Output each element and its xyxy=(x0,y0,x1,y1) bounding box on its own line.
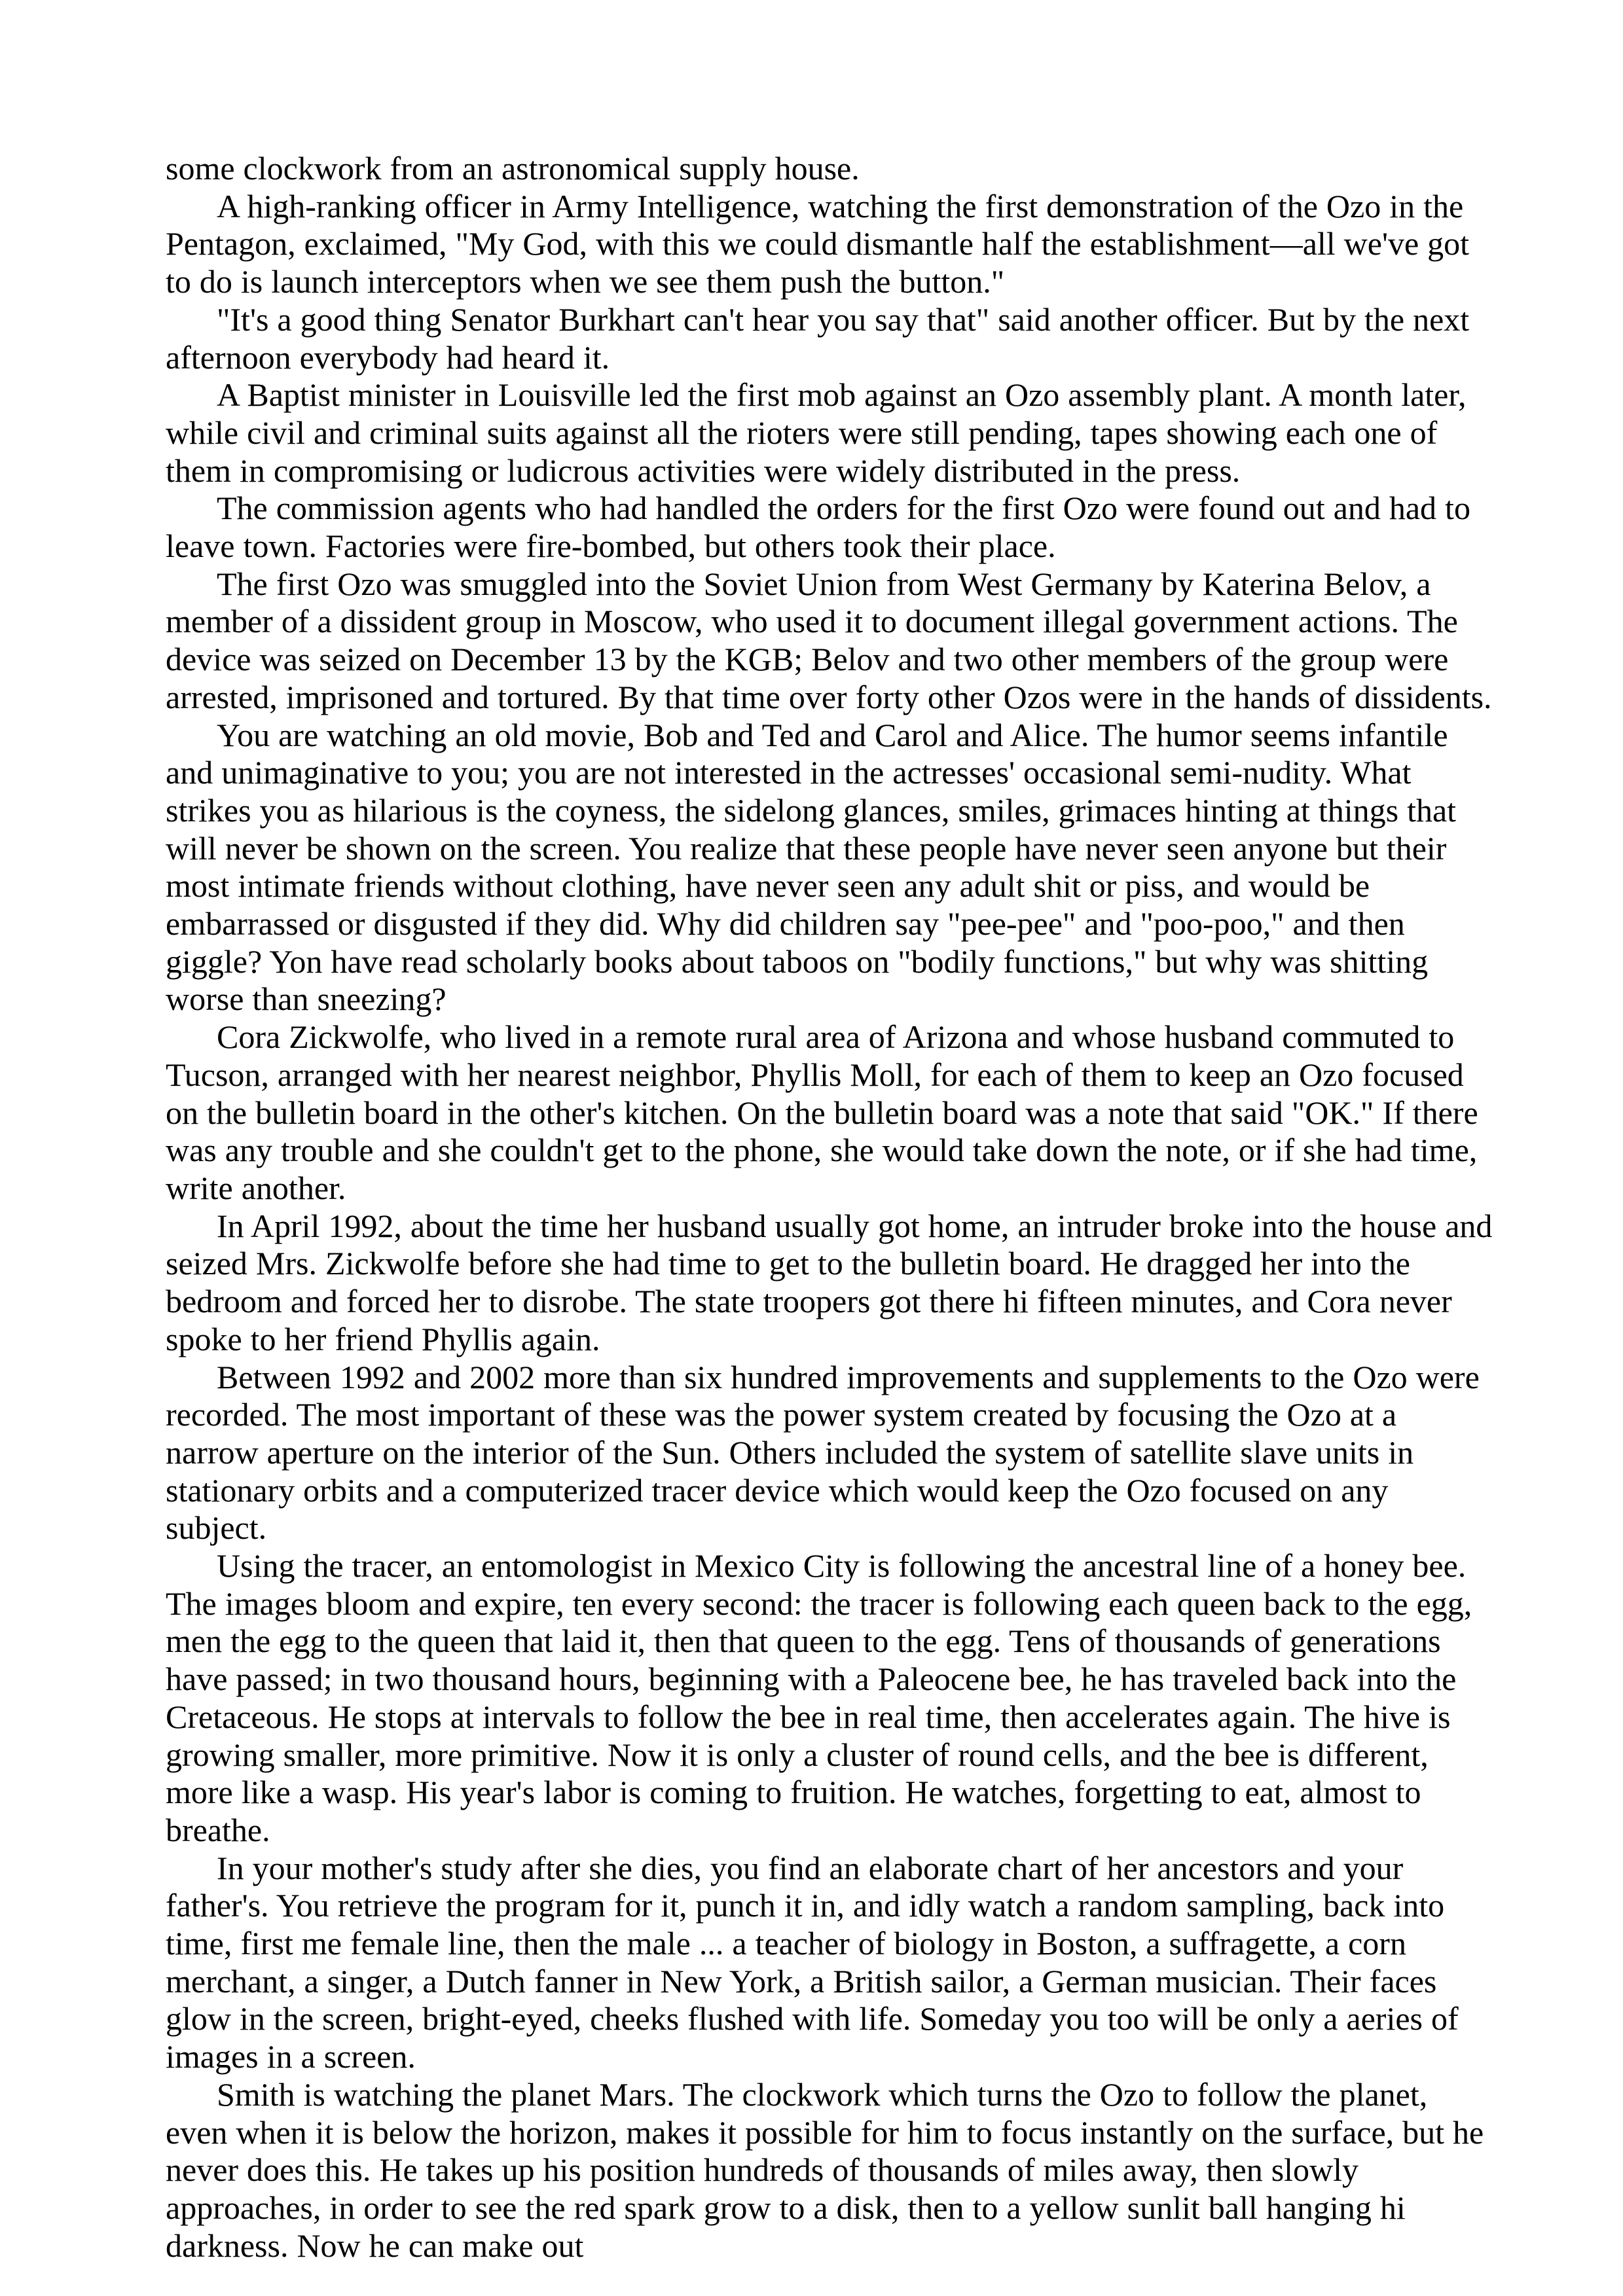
paragraph: Cora Zickwolfe, who lived in a remote rural area of Arizona and whose husband commuted to Tucson, arranged with her nearest neighbor, Phyllis Moll, for each of them to keep an Ozo focused on the bulletin board in the other's kitchen. On the bulletin board was a note that said "OK." If there was any trouble and she couldn't get to the phone, she would take down the note, or if she had time, write another. xyxy=(166,1018,1478,1206)
paragraph: The first Ozo was smuggled into the Soviet Union from West Germany by Katerina Belov, a member of a dissident group in Moscow, who used it to document illegal government actions. The device was seized on December 13 by the KGB; Belov and two other members of the group were arrested, imprisoned and tortured. By that time over forty other Ozos were in the hands of dissidents. xyxy=(166,565,1492,715)
paragraph: The commission agents who had handled the orders for the first Ozo were found out and had to leave town. Factories were fire-bombed, but others took their place. xyxy=(166,490,1470,565)
paragraph: A Baptist minister in Louisville led the first mob against an Ozo assembly plant. A month later, while civil and criminal suits against all the rioters were still pending, tapes showing each one of them in compromising or ludicrous activities were widely distributed in the press. xyxy=(166,376,1467,489)
paragraph: Smith is watching the planet Mars. The clockwork which turns the Ozo to follow the planet, even when it is below the horizon, makes it possible for him to focus instantly on the surface, but he never does this. He takes up his position hundreds of thousands of miles away, then slowly approaches, in order to see the red spark grow to a disk, then to a yellow sunlit ball hanging hi darkness. Now he can make out xyxy=(166,2075,1484,2264)
paragraph: In April 1992, about the time her husband usually got home, an intruder broke into the house and seized Mrs. Zickwolfe before she had time to get to the bulletin board. He dragged her into the bedroom and forced her to disrobe. The state troopers got there hi fifteen minutes, and Cora never spoke to her friend Phyllis again. xyxy=(166,1207,1493,1357)
paragraph: You are watching an old movie, Bob and Ted and Carol and Alice. The humor seems infantile and unimaginative to you; you are not interested in the actresses' occasional semi-nudity. What strikes you as hilarious is the coyness, the sidelong glances, smiles, grimaces hinting at things that will never be shown on the screen. You realize that these people have never seen anyone but their most intimate friends without clothing, have never seen any adult shit or piss, and would be embarrassed or disgusted if they did. Why did children say "pee-pee" and "poo-poo," and then giggle? Yon have read scholarly books about taboos on "bodily functions," but why was shitting worse than sneezing? xyxy=(166,716,1457,1018)
paragraph: In your mother's study after she dies, you find an elaborate chart of her ancestors and your father's. You retrieve the program for it, punch it in, and idly watch a random sampling, back into time, first me female line, then the male ... a teacher of biology in Boston, a suffragette, a corn merchant, a singer, a Dutch fanner in New York, a British sailor, a German musician. Their faces glow in the screen, bright-eyed, cheeks flushed with life. Someday you too will be only a aeries of images in a screen. xyxy=(166,1849,1459,2075)
paragraph: some clockwork from an astronomical supply house. xyxy=(166,150,860,187)
paragraph: A high-ranking officer in Army Intelligence, watching the first demonstration of the Ozo in the Pentagon, exclaimed, "My God, with this we could dismantle half the establishment—all we've got to do is launch interceptors when we see them push the button." xyxy=(166,187,1470,300)
paragraph: "It's a good thing Senator Burkhart can't hear you say that" said another officer. But by the next afternoon everybody had heard it. xyxy=(166,300,1470,376)
paragraph: Using the tracer, an entomologist in Mexico City is following the ancestral line of a honey bee. The images bloom and expire, ten every second: the tracer is following each queen back to the egg, men the egg to the queen that laid it, then that queen to the egg. Tens of thousands of generations have passed; in two thousand hours, beginning with a Paleocene bee, he has traveled back into the Cretaceous. He stops at intervals to follow the bee in real time, then accelerates again. The hive is growing smaller, more primitive. Now it is only a cluster of round cells, and the bee is different, more like a wasp. His year's labor is coming to fruition. He watches, forgetting to eat, almost to breathe. xyxy=(166,1547,1472,1848)
paragraph: Between 1992 and 2002 more than six hundred improvements and supplements to the Ozo were recorded. The most important of these was the power system created by focusing the Ozo at a narrow aperture on the interior of the Sun. Others included the system of satellite slave units in stationary orbits and a computerized tracer device which would keep the Ozo focused on any subject. xyxy=(166,1358,1480,1547)
